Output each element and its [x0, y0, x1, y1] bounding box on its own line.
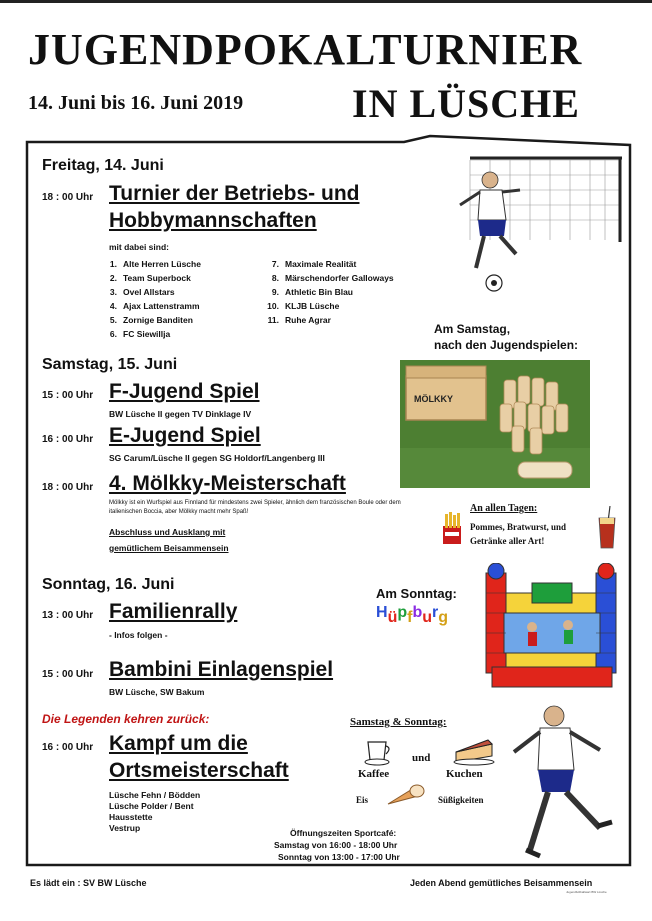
all-days-line1: Pommes, Bratwurst, und: [470, 522, 566, 532]
sunday-detail-1: - Infos folgen -: [109, 630, 168, 640]
huepfburg-letter: f: [407, 609, 413, 626]
friday-event-line2: Hobbymannschaften: [109, 209, 317, 232]
closing-line1: Abschluss und Ausklang mit: [109, 527, 226, 537]
molkky-photo-drawing: [400, 360, 590, 488]
team-item: 9. Athletic Bin Blau: [271, 287, 354, 297]
teams-label: mit dabei sind:: [109, 242, 169, 252]
sunday-time-2: 15 : 00 Uhr: [42, 669, 94, 680]
friday-day: Freitag, 14. Juni: [42, 157, 164, 174]
footer-evening: Jeden Abend gemütliches Beisammensein: [410, 878, 593, 888]
saturday-note-line2: nach den Jugendspielen:: [434, 338, 579, 352]
cafe-hours-saturday: Samstag von 16:00 - 18:00 Uhr: [274, 840, 398, 850]
top-rule: [0, 0, 652, 3]
legends-time: 16 : 00 Uhr: [42, 742, 94, 753]
cafe-hours-sunday: Sonntag von 13:00 - 17:00 Uhr: [278, 852, 400, 862]
huepfburg-letter: r: [432, 604, 439, 621]
saturday-note-line1: Am Samstag,: [434, 322, 511, 336]
huepfburg-letter: p: [397, 604, 408, 621]
drink-glass-icon: [596, 506, 618, 550]
location-title: IN LÜSCHE: [352, 81, 580, 126]
sweets-label: Süßigkeiten: [438, 795, 484, 805]
legends-team-list: [109, 790, 200, 834]
cafe-hours-title: Öffnungszeiten Sportcafé:: [290, 828, 397, 838]
date-range: 14. Juni bis 16. Juni 2019: [28, 92, 244, 114]
legends-title-line1: Kampf um die: [109, 732, 248, 755]
molkky-description: Mölkky ist ein Wurfspiel aus Finnland für mindestens zwei Spieler, ähnlich dem französischen Boule oder dem italienischen Boccia, aber Mölkky macht mehr Spaß!: [109, 500, 401, 515]
team-item: 2. Team Superbock: [109, 273, 191, 283]
sunday-event-1: Familienrally: [109, 600, 238, 623]
sunday-note: Am Sonntag:: [376, 586, 457, 601]
legends-intro: Die Legenden kehren zurück:: [42, 712, 210, 726]
legends-team: Hausstette: [109, 812, 153, 822]
and-label: und: [412, 752, 431, 764]
huepfburg-letter: ü: [387, 609, 398, 626]
legends-title-line2: Ortsmeisterschaft: [109, 759, 289, 782]
huepfburg-letter: u: [422, 609, 433, 626]
team-item: 7. Maximale Realität: [271, 259, 357, 269]
saturday-time-3: 18 : 00 Uhr: [42, 482, 94, 493]
team-item: 1. Alte Herren Lüsche: [109, 259, 201, 269]
saturday-event-2: E-Jugend Spiel: [109, 424, 261, 447]
poster-title: JUGENDPOKALTURNIER: [28, 25, 583, 74]
saturday-day: Samstag, 15. Juni: [42, 356, 178, 373]
team-item: 4. Ajax Lattenstramm: [109, 301, 200, 311]
huepfburg-letter: H: [376, 604, 388, 621]
coffee-cup-icon: [364, 734, 394, 766]
weekend-heading: Samstag & Sonntag:: [350, 716, 447, 728]
team-item: 6. FC Siewillja: [109, 329, 171, 339]
friday-event-line1: Turnier der Betriebs- und: [109, 182, 360, 205]
sunday-day: Sonntag, 16. Juni: [42, 576, 175, 593]
kicking-player-illustration: [500, 700, 630, 870]
saturday-detail-1: BW Lüsche II gegen TV Dinklage IV: [109, 409, 252, 419]
saturday-time-1: 15 : 00 Uhr: [42, 390, 94, 401]
cake-slice-icon: [452, 734, 498, 766]
team-item: 11. Ruhe Agrar: [267, 315, 331, 325]
team-item: 5. Zornige Banditen: [109, 315, 193, 325]
footer-credit: Jugendfußballwart BW Lüsche: [566, 890, 607, 894]
huepfburg-letter: g: [438, 609, 449, 626]
saturday-time-2: 16 : 00 Uhr: [42, 434, 94, 445]
ice-cream-cone-icon: [384, 782, 426, 808]
team-item: 8. Märschendorfer Galloways: [271, 273, 394, 283]
fries-icon: [440, 512, 464, 546]
huepfburg-letter: b: [412, 604, 423, 621]
sunday-detail-2: BW Lüsche, SW Bakum: [109, 687, 205, 697]
friday-time: 18 : 00 Uhr: [42, 192, 94, 203]
legends-team: Lüsche Polder / Bent: [109, 801, 194, 811]
saturday-detail-2: SG Carum/Lüsche II gegen SG Holdorf/Langenberg III: [109, 453, 325, 463]
bouncy-castle-illustration: [482, 563, 622, 693]
team-item: 10. KLJB Lüsche: [267, 301, 340, 311]
soccer-goal-player-illustration: [440, 150, 625, 300]
team-list-left: [100, 257, 201, 341]
molkky-photo: [400, 360, 590, 488]
saturday-event-1: F-Jugend Spiel: [109, 380, 260, 403]
closing-line2: gemütlichem Beisammensein: [109, 543, 229, 553]
saturday-event-3: 4. Mölkky-Meisterschaft: [109, 472, 346, 495]
coffee-label: Kaffee: [358, 768, 390, 780]
sunday-time-1: 13 : 00 Uhr: [42, 610, 94, 621]
all-days-line2: Getränke aller Art!: [470, 536, 545, 546]
molkky-box-label: MÖLKKY: [414, 394, 453, 404]
cake-label: Kuchen: [446, 768, 483, 780]
sunday-event-2: Bambini Einlagenspiel: [109, 658, 334, 681]
huepfburg-title: [376, 606, 448, 624]
legends-team: Vestrup: [109, 823, 141, 833]
footer-inviter: Es lädt ein : SV BW Lüsche: [30, 878, 147, 888]
team-list-right: [262, 257, 394, 327]
all-days-heading: An allen Tagen:: [470, 503, 538, 514]
ice-label: Eis: [356, 795, 369, 805]
team-item: 3. Ovel Allstars: [109, 287, 175, 297]
legends-team: Lüsche Fehn / Bödden: [109, 790, 201, 800]
